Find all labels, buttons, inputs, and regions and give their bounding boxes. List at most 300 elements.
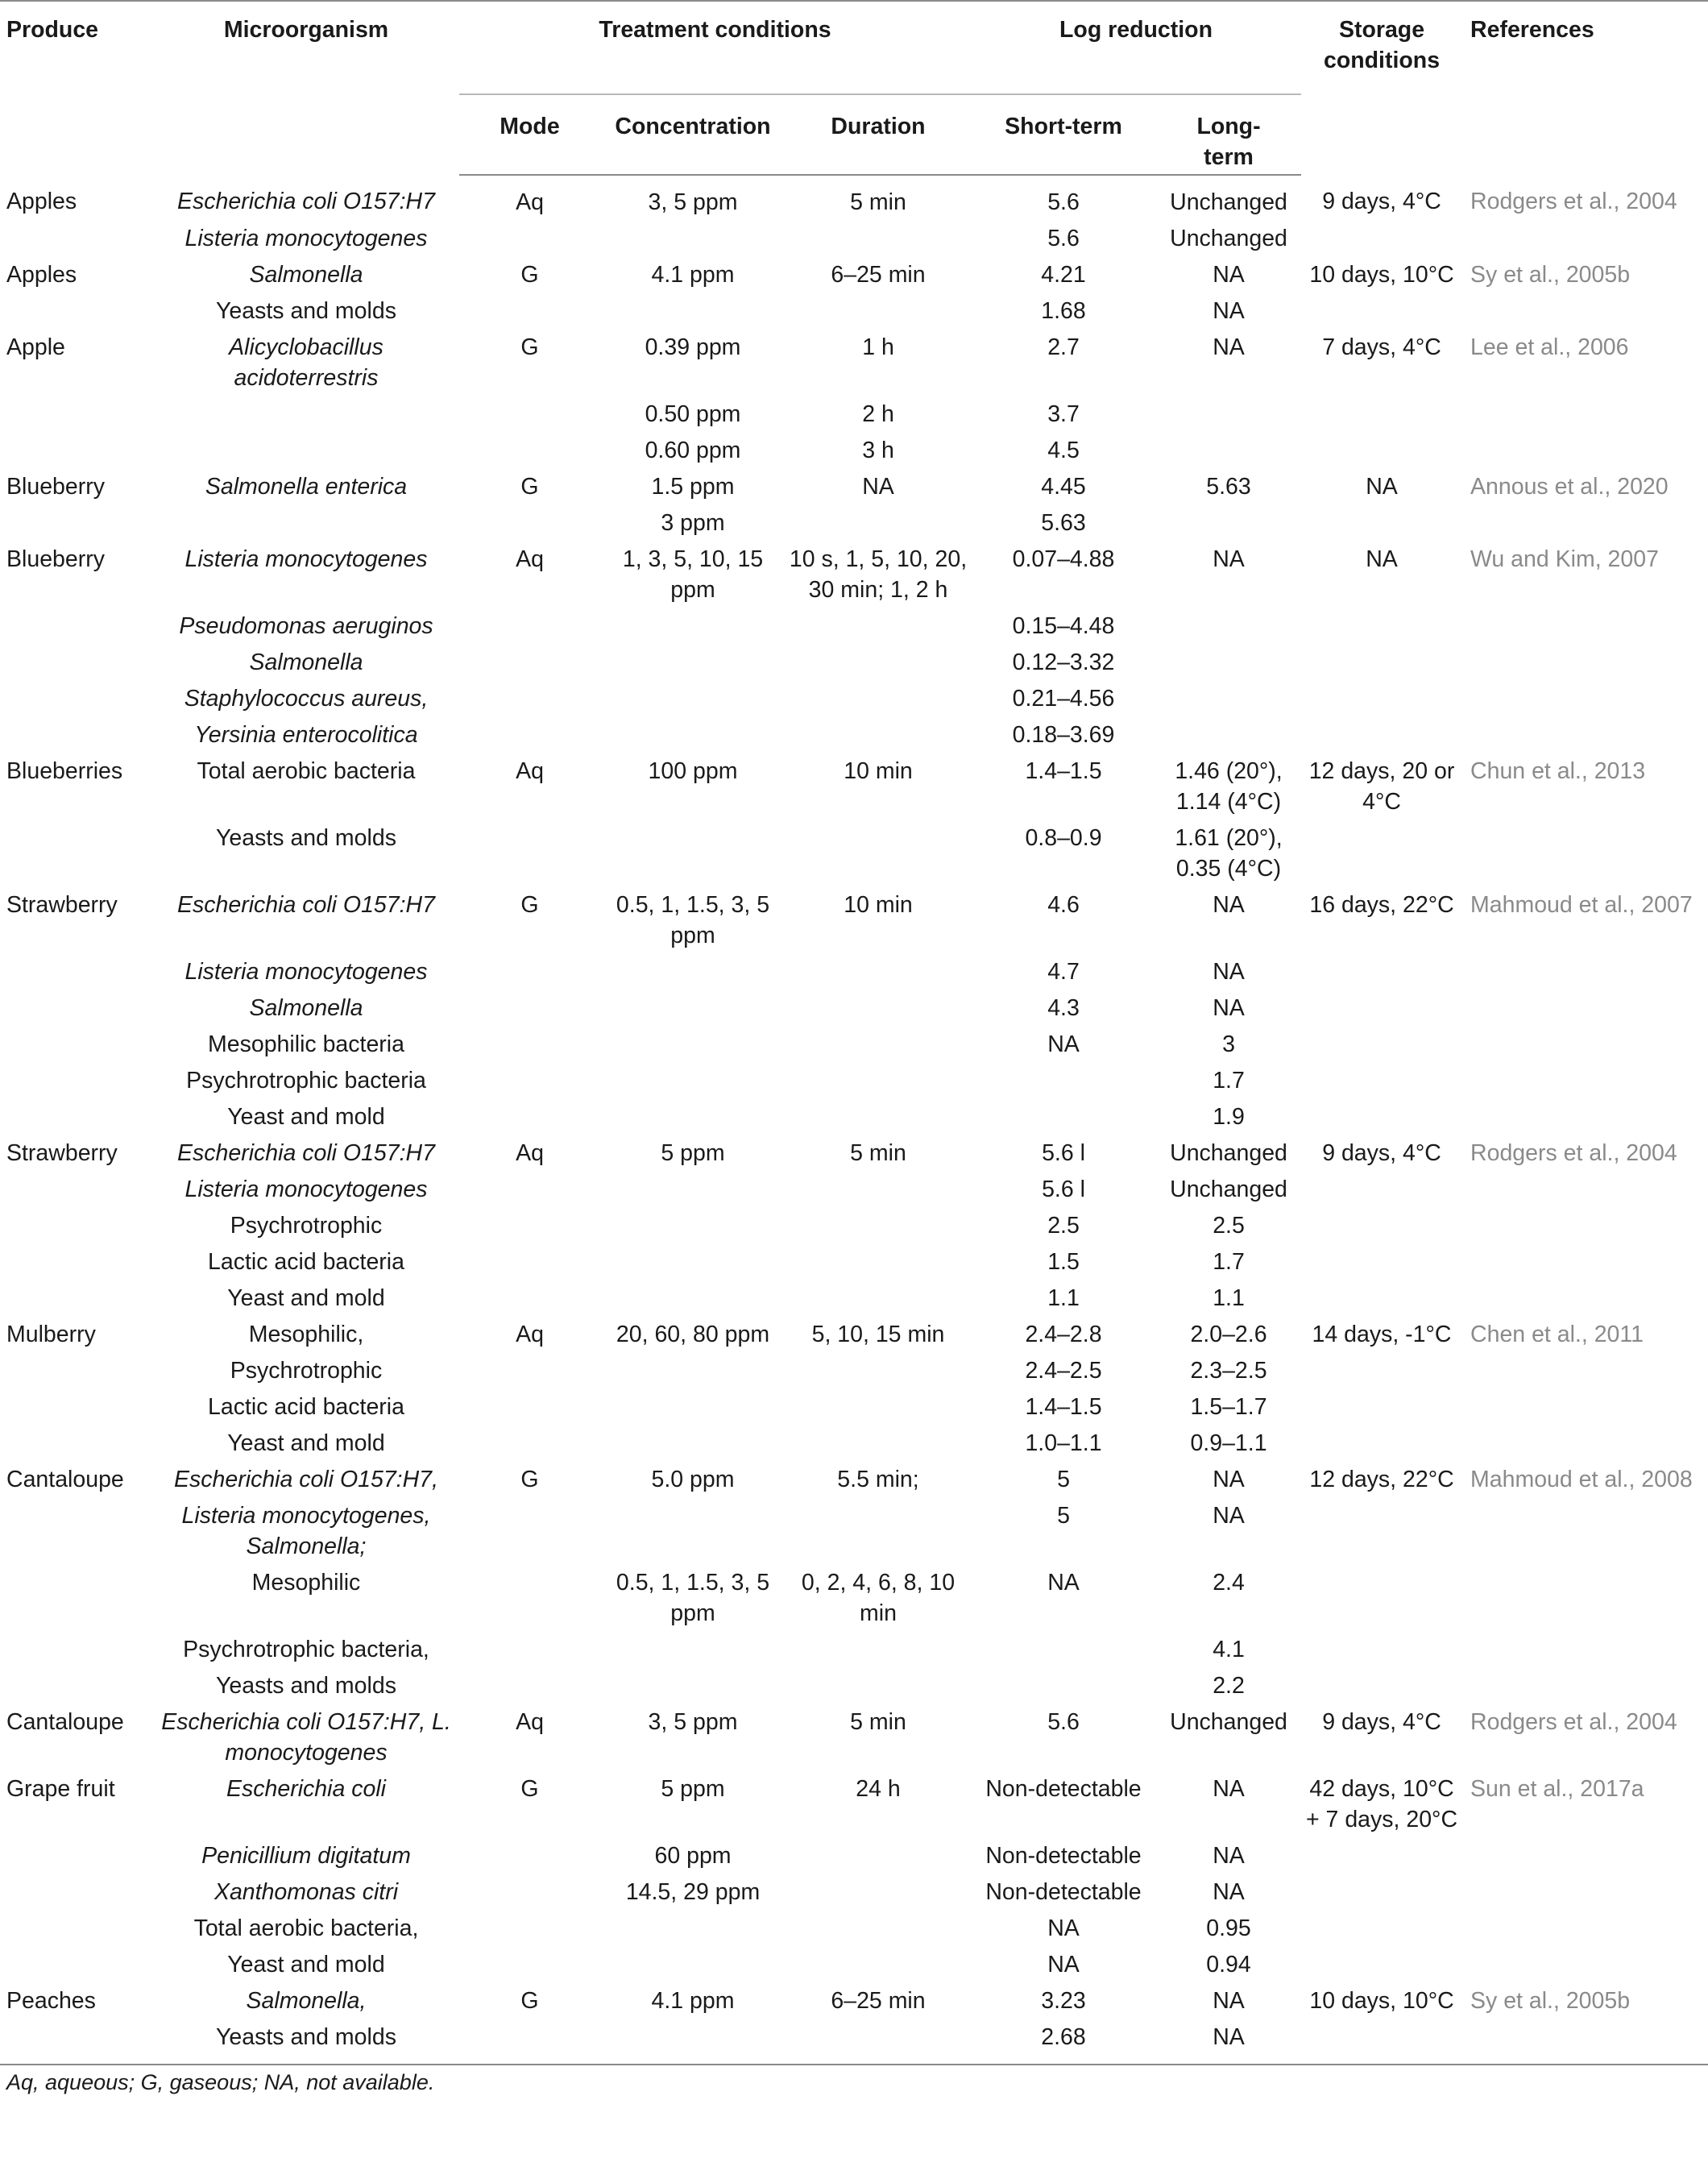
cell-reference bbox=[1462, 1837, 1708, 1874]
cell-reference bbox=[1462, 1171, 1708, 1207]
cell-duration bbox=[786, 1497, 971, 1564]
cell-short-term: 3.7 bbox=[1047, 401, 1080, 427]
cell-storage bbox=[1301, 1026, 1462, 1062]
cell-duration: 0, 2, 4, 6, 8, 10 min bbox=[801, 1570, 956, 1626]
cell-short-term: 4.21 bbox=[1041, 262, 1086, 288]
cell-microorganism: Listeria monocytogenes bbox=[184, 1177, 428, 1202]
cell-long-term bbox=[1156, 608, 1301, 644]
cell-mode bbox=[459, 432, 600, 468]
table-row bbox=[0, 1461, 1708, 1497]
cell-storage bbox=[1301, 293, 1462, 329]
cell-produce bbox=[0, 1837, 153, 1874]
cell-concentration bbox=[600, 820, 786, 886]
cell-storage: 7 days, 4°C bbox=[1322, 334, 1441, 360]
cell-reference bbox=[1462, 644, 1708, 680]
cell-mode: Aq bbox=[516, 1322, 544, 1347]
table-row bbox=[0, 432, 1708, 468]
cell-reference: Mahmoud et al., 2007 bbox=[1470, 892, 1693, 918]
cell-concentration bbox=[600, 1497, 786, 1564]
cell-long-term: NA bbox=[1213, 1988, 1245, 2014]
cell-short-term: 0.18–3.69 bbox=[1012, 722, 1115, 748]
cell-concentration: 4.1 ppm bbox=[651, 262, 735, 288]
table-row bbox=[0, 220, 1708, 256]
cell-duration bbox=[786, 1837, 971, 1874]
cell-duration: 10 min bbox=[844, 892, 913, 918]
cell-long-term: Unchanged bbox=[1170, 189, 1287, 215]
cell-short-term: 4.5 bbox=[1047, 438, 1080, 463]
cell-produce bbox=[0, 220, 153, 256]
cell-mode bbox=[459, 1425, 600, 1461]
cell-storage bbox=[1301, 1280, 1462, 1316]
cell-reference: Rodgers et al., 2004 bbox=[1470, 1709, 1677, 1735]
cell-microorganism: Yeasts and molds bbox=[216, 1673, 396, 1699]
cell-reference bbox=[1462, 1946, 1708, 1982]
cell-short-term: Non-detectable bbox=[985, 1843, 1142, 1869]
cell-long-term: 0.94 bbox=[1206, 1952, 1251, 1978]
cell-short-term: NA bbox=[1047, 1952, 1080, 1978]
cell-concentration bbox=[600, 1425, 786, 1461]
table-row bbox=[0, 468, 1708, 504]
cell-duration bbox=[786, 1425, 971, 1461]
table-row bbox=[0, 886, 1708, 953]
cell-microorganism: Salmonella bbox=[249, 262, 363, 288]
cell-long-term: 0.9–1.1 bbox=[1190, 1430, 1267, 1456]
cell-concentration: 0.5, 1, 1.5, 3, 5 ppm bbox=[616, 892, 770, 948]
cell-concentration bbox=[600, 2019, 786, 2065]
cell-long-term: 1.9 bbox=[1213, 1104, 1245, 1130]
cell-duration bbox=[786, 990, 971, 1026]
cell-mode bbox=[459, 1874, 600, 1910]
cell-short-term: 2.7 bbox=[1047, 334, 1080, 360]
cell-produce bbox=[0, 1388, 153, 1425]
cell-duration bbox=[786, 1352, 971, 1388]
cell-short-term: 5.6 bbox=[1047, 1709, 1080, 1735]
cell-concentration: 14.5, 29 ppm bbox=[625, 1879, 761, 1905]
cell-reference bbox=[1462, 953, 1708, 990]
cell-duration: 5, 10, 15 min bbox=[811, 1322, 945, 1347]
cell-short-term: NA bbox=[1047, 1915, 1080, 1941]
cell-mode bbox=[459, 1388, 600, 1425]
cell-storage bbox=[1301, 432, 1462, 468]
cell-produce: Blueberry bbox=[6, 474, 105, 500]
cell-long-term: NA bbox=[1156, 2019, 1301, 2065]
cell-produce bbox=[0, 1062, 153, 1098]
cell-produce: Apples bbox=[6, 189, 77, 214]
cell-mode bbox=[459, 1564, 600, 1631]
cell-reference: Chen et al., 2011 bbox=[1470, 1322, 1644, 1347]
cell-produce bbox=[0, 504, 153, 541]
cell-duration bbox=[786, 1874, 971, 1910]
table-row bbox=[0, 1171, 1708, 1207]
cell-mode bbox=[459, 293, 600, 329]
cell-storage bbox=[1301, 1098, 1462, 1135]
cell-produce bbox=[0, 1910, 153, 1946]
cell-short-term: 0.8–0.9 bbox=[1025, 825, 1102, 851]
cell-storage bbox=[1301, 1243, 1462, 1280]
cell-storage bbox=[1301, 220, 1462, 256]
cell-concentration bbox=[600, 1098, 786, 1135]
cell-concentration: 4.1 ppm bbox=[651, 1988, 735, 2014]
header-long-term: Long-term bbox=[1156, 94, 1301, 175]
cell-concentration: 0.39 ppm bbox=[645, 334, 741, 360]
cell-storage bbox=[1301, 1388, 1462, 1425]
cell-reference bbox=[1462, 990, 1708, 1026]
cell-mode bbox=[459, 820, 600, 886]
cell-produce bbox=[0, 680, 153, 716]
cell-duration bbox=[786, 1280, 971, 1316]
cell-produce: Blueberry bbox=[6, 546, 105, 572]
cell-produce bbox=[0, 644, 153, 680]
cell-reference: Rodgers et al., 2004 bbox=[1470, 189, 1677, 214]
cell-produce bbox=[0, 1946, 153, 1982]
cell-short-term bbox=[971, 1631, 1156, 1667]
cell-storage bbox=[1301, 2019, 1462, 2065]
header-produce: Produce bbox=[6, 17, 99, 43]
table-row bbox=[0, 1280, 1708, 1316]
cell-produce bbox=[0, 2019, 153, 2065]
cell-long-term: NA bbox=[1213, 334, 1245, 360]
cell-short-term: 0.07–4.88 bbox=[1012, 546, 1115, 572]
cell-storage: 14 days, -1°C bbox=[1312, 1322, 1452, 1347]
cell-microorganism: Salmonella, bbox=[246, 1988, 367, 2014]
cell-microorganism: Mesophilic, bbox=[248, 1322, 364, 1347]
cell-concentration bbox=[600, 1243, 786, 1280]
cell-duration bbox=[786, 293, 971, 329]
cell-mode bbox=[459, 953, 600, 990]
cell-short-term: 0.15–4.48 bbox=[1012, 613, 1115, 639]
cell-duration bbox=[786, 680, 971, 716]
cell-duration bbox=[786, 1910, 971, 1946]
table-header bbox=[0, 1, 1708, 175]
cell-duration bbox=[786, 1946, 971, 1982]
table-row bbox=[0, 1243, 1708, 1280]
cell-long-term: 0.95 bbox=[1206, 1915, 1251, 1941]
cell-microorganism: Salmonella bbox=[249, 995, 363, 1021]
cell-reference bbox=[1462, 220, 1708, 256]
cell-mode bbox=[459, 1062, 600, 1098]
cell-storage bbox=[1301, 1207, 1462, 1243]
cell-produce: Strawberry bbox=[6, 1140, 118, 1166]
cell-duration bbox=[786, 1026, 971, 1062]
table-row bbox=[0, 1946, 1708, 1982]
table-row bbox=[0, 1770, 1708, 1837]
cell-produce bbox=[0, 990, 153, 1026]
table-row bbox=[0, 1910, 1708, 1946]
cell-concentration bbox=[600, 953, 786, 990]
cell-produce bbox=[0, 820, 153, 886]
cell-produce: Apples bbox=[6, 262, 77, 288]
cell-storage: 42 days, 10°C + 7 days, 20°C bbox=[1305, 1776, 1458, 1832]
table-row bbox=[0, 1874, 1708, 1910]
table-row bbox=[0, 1388, 1708, 1425]
cell-mode: G bbox=[520, 334, 539, 360]
cell-microorganism: Pseudomonas aeruginos bbox=[179, 613, 433, 639]
cell-reference: Mahmoud et al., 2008 bbox=[1470, 1467, 1693, 1492]
cell-mode bbox=[459, 2019, 600, 2065]
cell-microorganism: Listeria monocytogenes bbox=[184, 226, 428, 251]
cell-short-term: 2.68 bbox=[971, 2019, 1156, 2065]
cell-reference bbox=[1462, 1388, 1708, 1425]
cell-reference bbox=[1462, 1667, 1708, 1704]
cell-reference bbox=[1462, 680, 1708, 716]
cell-mode: Aq bbox=[516, 1140, 544, 1166]
header-storage-conditions: Storage conditions bbox=[1323, 17, 1441, 73]
cell-microorganism: Escherichia coli bbox=[226, 1776, 386, 1802]
cell-long-term: NA bbox=[1213, 1467, 1245, 1492]
cell-reference: Annous et al., 2020 bbox=[1470, 474, 1669, 500]
cell-duration: 1 h bbox=[862, 334, 894, 360]
cell-storage bbox=[1301, 1874, 1462, 1910]
cell-reference bbox=[1462, 1243, 1708, 1280]
cell-long-term bbox=[1156, 504, 1301, 541]
cell-produce: Grape fruit bbox=[6, 1776, 115, 1802]
cell-duration bbox=[786, 644, 971, 680]
cell-mode bbox=[459, 1946, 600, 1982]
header-treatment-conditions: Treatment conditions bbox=[599, 17, 831, 43]
cell-reference: Chun et al., 2013 bbox=[1470, 758, 1646, 784]
cell-concentration bbox=[600, 1631, 786, 1667]
cell-storage bbox=[1301, 396, 1462, 432]
table-row bbox=[0, 256, 1708, 293]
cell-concentration bbox=[600, 1667, 786, 1704]
cell-reference bbox=[1462, 820, 1708, 886]
cell-storage bbox=[1301, 820, 1462, 886]
cell-concentration: 100 ppm bbox=[648, 758, 738, 784]
cell-concentration bbox=[600, 608, 786, 644]
cell-duration bbox=[786, 1243, 971, 1280]
cell-short-term: Non-detectable bbox=[985, 1879, 1142, 1905]
cell-mode: G bbox=[520, 474, 539, 500]
cell-mode bbox=[459, 608, 600, 644]
cell-duration: 3 h bbox=[862, 438, 894, 463]
table-row bbox=[0, 1062, 1708, 1098]
cell-mode bbox=[459, 396, 600, 432]
cell-long-term: 2.4 bbox=[1213, 1570, 1245, 1596]
cell-concentration: 1.5 ppm bbox=[651, 474, 735, 500]
cell-reference bbox=[1462, 1874, 1708, 1910]
cell-short-term: 0.12–3.32 bbox=[1012, 650, 1115, 675]
cell-concentration bbox=[600, 1062, 786, 1098]
table-row bbox=[0, 680, 1708, 716]
table-row bbox=[0, 1667, 1708, 1704]
cell-microorganism: Yeast and mold bbox=[227, 1104, 385, 1130]
cell-duration bbox=[786, 1631, 971, 1667]
cell-long-term bbox=[1156, 432, 1301, 468]
cell-mode bbox=[459, 644, 600, 680]
cell-duration bbox=[786, 953, 971, 990]
cell-produce: Strawberry bbox=[6, 892, 118, 918]
cell-storage bbox=[1301, 1352, 1462, 1388]
cell-produce: Cantaloupe bbox=[6, 1709, 124, 1735]
cell-duration bbox=[786, 608, 971, 644]
cell-produce: Mulberry bbox=[6, 1322, 96, 1347]
table-row bbox=[0, 1026, 1708, 1062]
cell-microorganism: Psychrotrophic bacteria bbox=[186, 1068, 426, 1094]
cell-long-term: Unchanged bbox=[1170, 1177, 1287, 1202]
cell-produce bbox=[0, 1026, 153, 1062]
cell-mode bbox=[459, 1207, 600, 1243]
table-row bbox=[0, 175, 1708, 220]
cell-storage: 16 days, 22°C bbox=[1309, 892, 1454, 918]
cell-duration: 2 h bbox=[862, 401, 894, 427]
cell-concentration: 1, 3, 5, 10, 15 ppm bbox=[622, 546, 764, 603]
cell-reference bbox=[1462, 1425, 1708, 1461]
cell-duration bbox=[786, 220, 971, 256]
cell-microorganism: Listeria monocytogenes bbox=[184, 959, 428, 985]
cell-mode: Aq bbox=[516, 546, 544, 572]
table-row bbox=[0, 1837, 1708, 1874]
cell-microorganism: Escherichia coli O157:H7 bbox=[177, 1140, 435, 1166]
table-row bbox=[0, 504, 1708, 541]
cell-duration: 6–25 min bbox=[831, 262, 926, 288]
cell-storage bbox=[1301, 1564, 1462, 1631]
cell-reference: Sun et al., 2017a bbox=[1470, 1776, 1644, 1802]
cell-storage bbox=[1301, 716, 1462, 753]
cell-reference bbox=[1462, 1497, 1708, 1564]
cell-reference bbox=[1462, 608, 1708, 644]
cell-produce bbox=[0, 1352, 153, 1388]
cell-storage bbox=[1301, 1062, 1462, 1098]
cell-microorganism: Yersinia enterocolitica bbox=[194, 722, 418, 748]
cell-duration: 10 min bbox=[844, 758, 913, 784]
cell-long-term: NA bbox=[1213, 1503, 1245, 1529]
table-row bbox=[0, 1352, 1708, 1388]
cell-microorganism: Alicyclobacillus acidoterrestris bbox=[229, 334, 383, 391]
table-row bbox=[0, 1098, 1708, 1135]
table-row bbox=[0, 1704, 1708, 1770]
cell-short-term: 4.6 bbox=[1047, 892, 1080, 918]
cell-microorganism: Yeasts and molds bbox=[216, 825, 396, 851]
cell-storage bbox=[1301, 644, 1462, 680]
cell-storage: 12 days, 20 or 4°C bbox=[1308, 758, 1455, 815]
table-row bbox=[0, 541, 1708, 608]
cell-duration bbox=[786, 1388, 971, 1425]
cell-storage: NA bbox=[1366, 546, 1398, 572]
cell-microorganism: Listeria monocytogenes bbox=[184, 546, 428, 572]
cell-reference bbox=[1462, 2019, 1708, 2065]
cell-storage: NA bbox=[1366, 474, 1398, 500]
cell-duration bbox=[786, 1062, 971, 1098]
cell-duration: NA bbox=[862, 474, 894, 500]
cell-reference bbox=[1462, 396, 1708, 432]
table-row bbox=[0, 1135, 1708, 1171]
cell-long-term: 1.5–1.7 bbox=[1190, 1394, 1267, 1420]
cell-produce bbox=[0, 608, 153, 644]
table-row bbox=[0, 608, 1708, 644]
cell-mode bbox=[459, 1910, 600, 1946]
cell-concentration bbox=[600, 716, 786, 753]
cell-storage: 9 days, 4°C bbox=[1322, 189, 1441, 214]
cell-duration: 24 h bbox=[856, 1776, 901, 1802]
cell-produce: Cantaloupe bbox=[6, 1467, 124, 1492]
cell-mode: G bbox=[520, 1988, 539, 2014]
cell-short-term: 4.3 bbox=[1047, 995, 1080, 1021]
cell-long-term: NA bbox=[1213, 1776, 1245, 1802]
cell-long-term bbox=[1156, 396, 1301, 432]
cell-short-term: 1.0–1.1 bbox=[1025, 1430, 1102, 1456]
cell-mode bbox=[459, 716, 600, 753]
cell-produce: Blueberries bbox=[6, 758, 123, 784]
cell-long-term: NA bbox=[1213, 1879, 1245, 1905]
cell-long-term: 2.3–2.5 bbox=[1190, 1358, 1267, 1384]
cell-reference bbox=[1462, 1910, 1708, 1946]
cell-short-term: 5.6 bbox=[1047, 226, 1080, 251]
cell-microorganism: Listeria monocytogenes, Salmonella; bbox=[181, 1503, 431, 1559]
cell-storage: 10 days, 10°C bbox=[1309, 1988, 1454, 2014]
cell-microorganism: Staphylococcus aureus, bbox=[184, 686, 429, 712]
table-row bbox=[0, 716, 1708, 753]
cell-storage bbox=[1301, 504, 1462, 541]
cell-long-term: 4.1 bbox=[1213, 1637, 1245, 1662]
cell-short-term: 1.68 bbox=[1041, 298, 1086, 324]
cell-produce bbox=[0, 1171, 153, 1207]
cell-microorganism: Yeast and mold bbox=[227, 1952, 385, 1978]
cell-concentration bbox=[600, 1026, 786, 1062]
cell-long-term: NA bbox=[1213, 995, 1245, 1021]
cell-reference: Sy et al., 2005b bbox=[1470, 1988, 1631, 2014]
cell-long-term: 3 bbox=[1222, 1031, 1235, 1057]
cell-long-term: NA bbox=[1213, 1843, 1245, 1869]
cell-long-term bbox=[1156, 680, 1301, 716]
cell-concentration bbox=[600, 680, 786, 716]
cell-concentration bbox=[600, 1352, 786, 1388]
cell-microorganism: Yeasts and molds bbox=[153, 2019, 459, 2065]
cell-concentration bbox=[600, 644, 786, 680]
header-mode: Mode bbox=[459, 94, 600, 175]
cell-short-term: 2.4–2.8 bbox=[1025, 1322, 1102, 1347]
cell-short-term: 5 bbox=[1057, 1467, 1070, 1492]
cell-concentration: 0.60 ppm bbox=[645, 438, 741, 463]
cell-duration: 6–25 min bbox=[831, 1988, 926, 2014]
cell-long-term: NA bbox=[1213, 262, 1245, 288]
table-row bbox=[0, 644, 1708, 680]
table-row bbox=[0, 820, 1708, 886]
cell-concentration bbox=[600, 1280, 786, 1316]
cell-reference bbox=[1462, 504, 1708, 541]
cell-duration bbox=[786, 716, 971, 753]
cell-short-term: 4.7 bbox=[1047, 959, 1080, 985]
cell-long-term: NA bbox=[1213, 546, 1245, 572]
cell-short-term: 2.5 bbox=[1047, 1213, 1080, 1239]
cell-microorganism: Xanthomonas citri bbox=[214, 1879, 399, 1905]
cell-reference: Wu and Kim, 2007 bbox=[1470, 546, 1659, 572]
cell-long-term: 1.46 (20°), 1.14 (4°C) bbox=[1175, 758, 1283, 815]
cell-short-term: 1.1 bbox=[1047, 1285, 1080, 1311]
table-row bbox=[0, 396, 1708, 432]
cell-short-term: NA bbox=[1047, 1031, 1080, 1057]
cell-long-term: Unchanged bbox=[1170, 1709, 1287, 1735]
cell-microorganism: Escherichia coli O157:H7, bbox=[174, 1467, 438, 1492]
cell-microorganism: Escherichia coli O157:H7 bbox=[177, 189, 435, 214]
cell-storage bbox=[1301, 953, 1462, 990]
cell-microorganism: Mesophilic bbox=[251, 1570, 361, 1596]
cell-reference bbox=[1462, 716, 1708, 753]
cell-mode bbox=[459, 1837, 600, 1874]
cell-mode bbox=[459, 1352, 600, 1388]
cell-microorganism: Lactic acid bacteria bbox=[208, 1394, 404, 1420]
cell-mode bbox=[459, 220, 600, 256]
table-row bbox=[0, 2019, 1708, 2065]
cell-mode: Aq bbox=[516, 189, 544, 215]
cell-produce bbox=[0, 1425, 153, 1461]
cell-storage bbox=[1301, 1910, 1462, 1946]
cell-long-term: NA bbox=[1213, 298, 1245, 324]
cell-reference bbox=[1462, 1026, 1708, 1062]
cell-long-term: 2.0–2.6 bbox=[1190, 1322, 1267, 1347]
cell-microorganism: Total aerobic bacteria bbox=[197, 758, 416, 784]
cell-reference bbox=[1462, 1280, 1708, 1316]
table-row bbox=[0, 1497, 1708, 1564]
